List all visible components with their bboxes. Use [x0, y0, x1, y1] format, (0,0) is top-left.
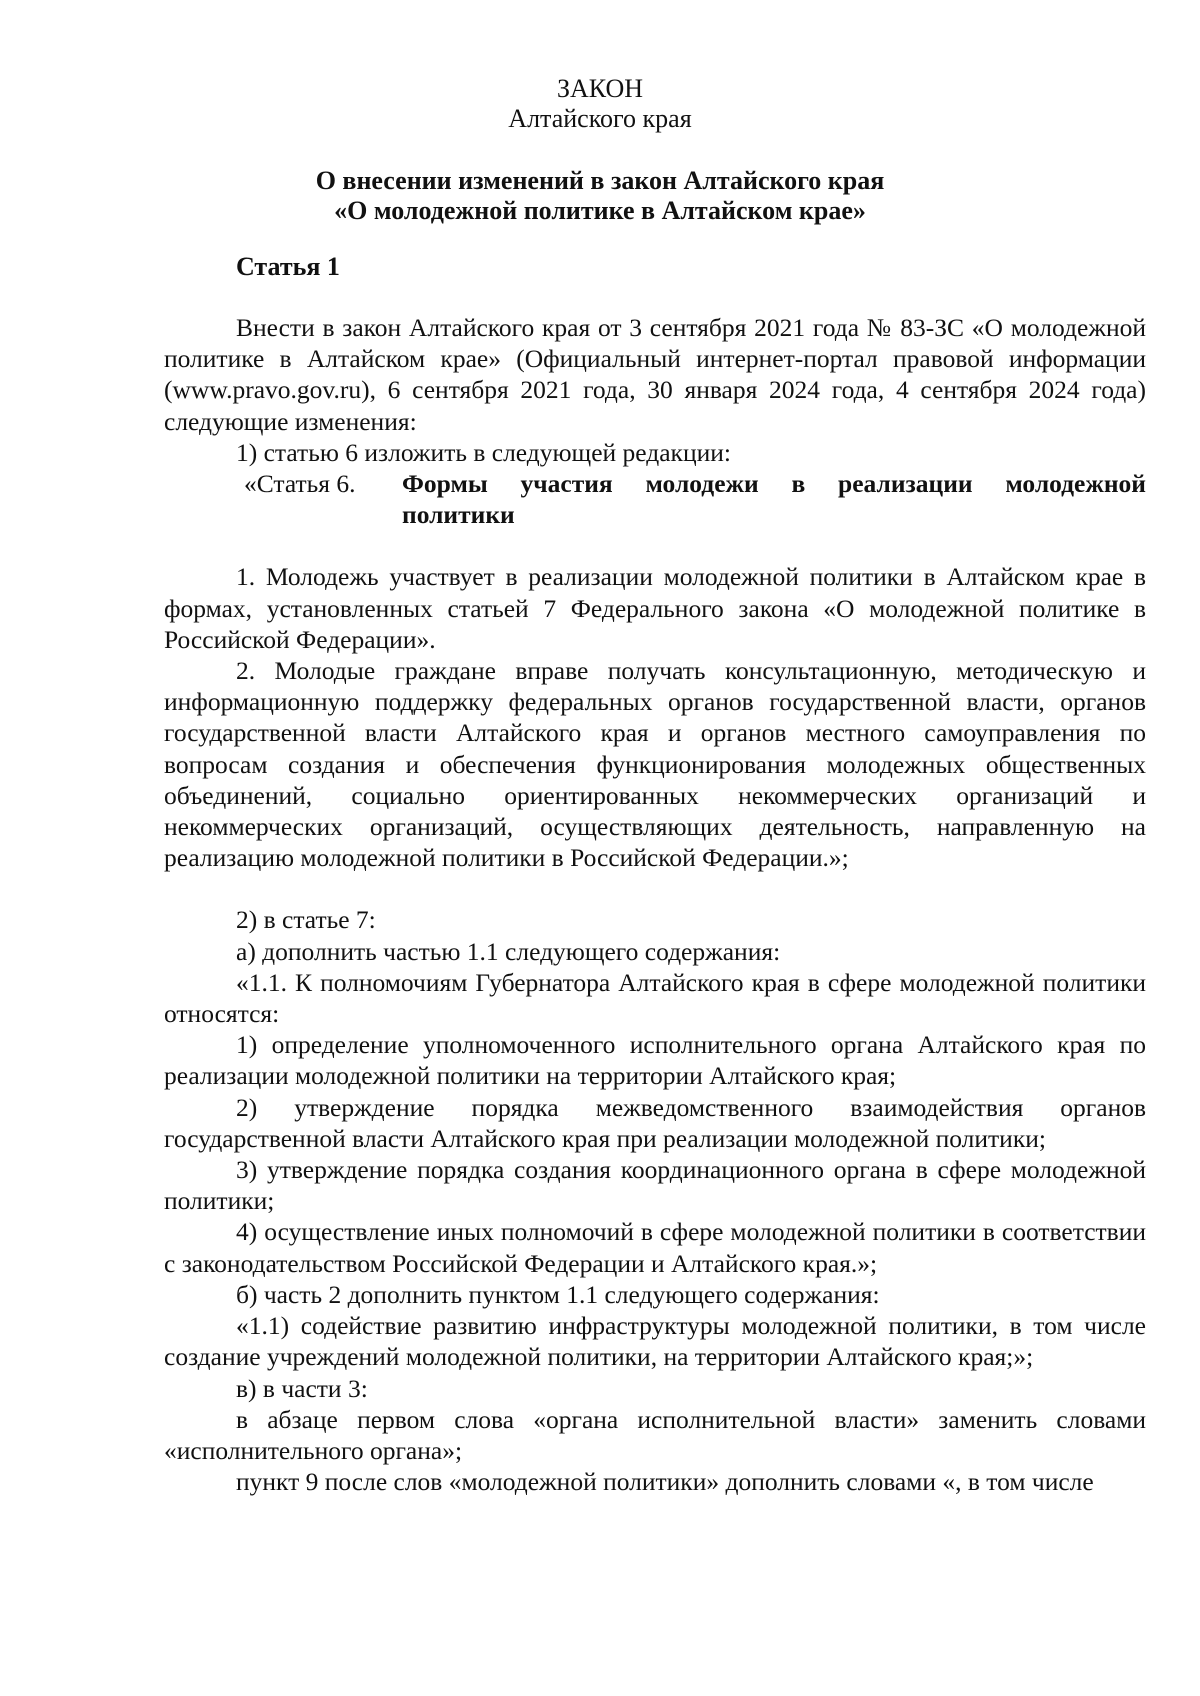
- paragraph-a6-p1: 1. Молодежь участвует в реализации молодежной политики в Алтайском крае в формах, установленных статьей 7 Федерального закона «О молодежной политике в Российской Федерации».: [164, 562, 1146, 654]
- document-title-line2: «О молодежной политике в Алтайском крае»: [334, 196, 866, 225]
- paragraph-part-1-1-item1: 1) определение уполномоченного исполнительного органа Алтайского края по реализации молодежной политики на территории Алтайского края;: [164, 1030, 1146, 1091]
- paragraph-part3-b: пункт 9 после слов «молодежной политики» дополнить словами «, в том числе: [236, 1467, 1094, 1497]
- document-region: Алтайского края: [508, 104, 692, 133]
- paragraph-item2a: а) дополнить частью 1.1 следующего содержания:: [236, 936, 781, 966]
- document-title-line1: О внесении изменений в закон Алтайского края: [315, 166, 885, 195]
- paragraph-intro: Внести в закон Алтайского края от 3 сентября 2021 года № 83-ЗС «О молодежной политике в Алтайском крае» (Официальный интернет-портал правовой информации (www.pravo.gov.ru), 6 сентября 2021 года, 30 января 2024 года, 4 сентября 2024 года) следующие изменения:: [164, 313, 1146, 436]
- paragraph-part2-1-1: «1.1) содействие развитию инфраструктуры молодежной политики, в том числе создание учреждений молодежной политики, на территории Алтайского края;»;: [164, 1311, 1146, 1372]
- document-body: [164, 312, 1146, 1497]
- paragraph-item2b: б) часть 2 дополнить пунктом 1.1 следующего содержания:: [236, 1279, 880, 1309]
- paragraph-part-1-1-item4: 4) осуществление иных полномочий в сфере молодежной политики в соответствии с законодательством Российской Федерации и Алтайского края.»;: [164, 1217, 1146, 1278]
- paragraph-item2: 2) в статье 7:: [236, 905, 376, 935]
- paragraph-part-1-1: «1.1. К полномочиям Губернатора Алтайского края в сфере молодежной политики относятся:: [164, 967, 1146, 1029]
- document-type: ЗАКОН: [556, 74, 644, 103]
- spacer: [164, 530, 1146, 561]
- paragraph-item2v: в) в части 3:: [236, 1373, 368, 1403]
- article6-name-line1: Формы участия молодежи в реализации молодежной: [402, 469, 1146, 499]
- spacer: [164, 873, 1146, 904]
- article6-number: «Статья 6.: [244, 469, 356, 499]
- paragraph-item1: 1) статью 6 изложить в следующей редакции:: [236, 437, 731, 467]
- paragraph-a6-p2: 2. Молодые граждане вправе получать консультационную, методическую и информационную поддержку федеральных органов государственной власти, органов государственной власти Алтайского края и органов местного самоуправления по вопросам создания и обеспечения функционирования молодежных общественных объединений, социально ориентированных некоммерческих организаций и некоммерческих организаций, осуществляющих деятельность, направленную на реализацию молодежной политики в Российской Федерации.»;: [164, 656, 1146, 873]
- paragraph-part-1-1-item2: 2) утверждение порядка межведомственного взаимодействия органов государственной власти Алтайского края при реализации молодежной политики;: [164, 1092, 1146, 1153]
- paragraph-part3-a: в абзаце первом слова «органа исполнительной власти» заменить словами «исполнительного органа»;: [164, 1404, 1146, 1465]
- article6-name-line2: политики: [402, 500, 515, 530]
- article6-heading: [164, 468, 1146, 530]
- section-heading: Статья 1: [236, 252, 340, 281]
- article6-name: [402, 468, 1146, 530]
- paragraph-part-1-1-item3: 3) утверждение порядка создания координационного органа в сфере молодежной политики;: [164, 1155, 1146, 1216]
